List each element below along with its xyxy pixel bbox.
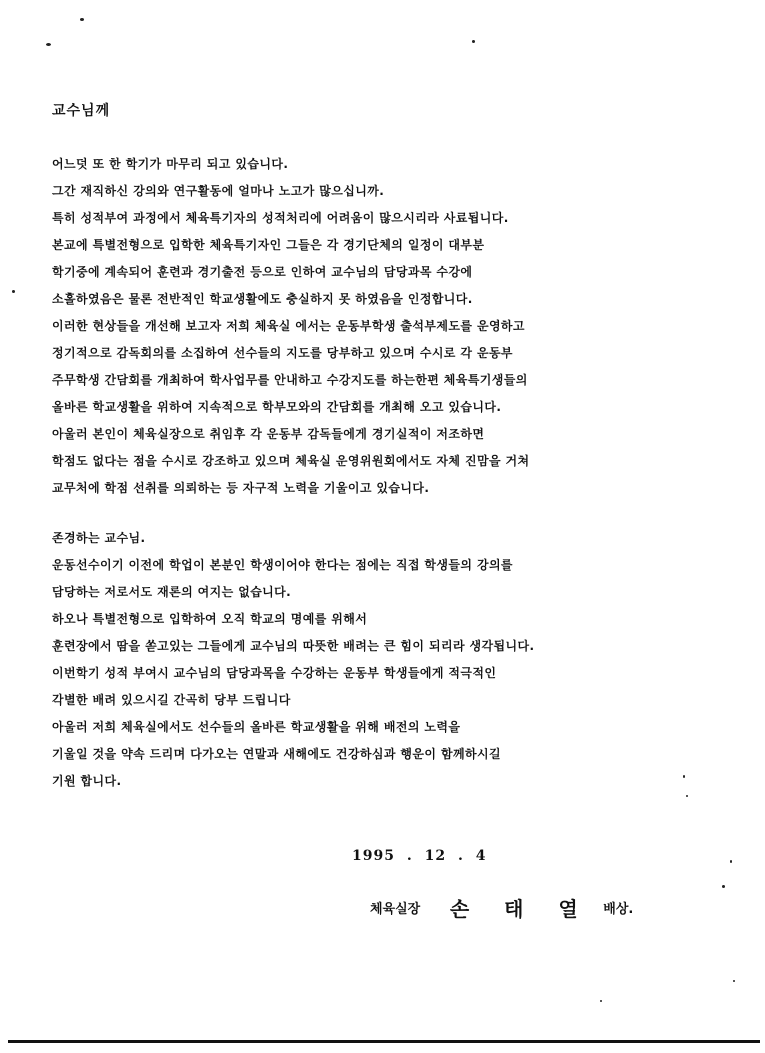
scan-speck [80,18,84,21]
body-line: 올바른 학교생활을 위하여 지속적으로 학부모와의 간담회를 개최해 오고 있습니다. [52,400,502,414]
body-line: 기울일 것을 약속 드리며 다가오는 연말과 새해에도 건강하심과 행운이 함께하시길 [52,747,501,761]
signer-title: 체육실장 [370,902,421,917]
page-bottom-rule [8,1040,760,1043]
scan-speck [730,860,732,863]
salutation: 교수님께 [52,103,111,119]
body-line: 학기중에 계속되어 훈련과 경기출전 등으로 인하여 교수님의 담당과목 수강에 [52,265,473,279]
body-line: 본교에 특별전형으로 입학한 체육특기자인 그들은 각 경기단체의 일정이 대부분 [52,238,485,252]
body-line: 하오나 특별전형으로 입학하여 오직 학교의 명예를 위해서 [52,612,368,626]
scan-speck [600,1000,602,1002]
body-line: 학점도 없다는 점을 수시로 강조하고 있으며 체육실 운영위원회에서도 자체 진맘을 거쳐 [52,454,530,468]
body-line: 존경하는 교수님. [52,531,146,545]
scan-speck [733,980,735,982]
body-line: 이번학기 성적 부여시 교수님의 담당과목을 수강하는 운동부 학생들에게 적극적인 [52,666,497,680]
body-line: 정기적으로 감독회의를 소집하여 선수들의 지도를 당부하고 있으며 수시로 각 운동부 [52,346,513,360]
body-line: 아울러 저희 체육실에서도 선수들의 올바른 학교생활을 위해 배전의 노력을 [52,720,461,734]
scan-speck [472,40,475,43]
scan-speck [686,795,688,797]
body-line: 운동선수이기 이전에 학업이 본분인 학생이어야 한다는 점에는 직접 학생들의 강의를 [52,558,513,572]
body-line: 훈련장에서 땀을 쏟고있는 그들에게 교수님의 따뜻한 배려는 큰 힘이 되리라 생각됩니다. [52,639,535,653]
letter-date: 1995 . 12 . 4 [352,848,487,864]
scan-speck [46,43,51,46]
signature-closing: 배상. [603,902,634,917]
scan-speck [12,290,15,293]
body-line: 담당하는 저로서도 재론의 여지는 없습니다. [52,585,292,599]
body-line: 아울러 본인이 체육실장으로 취임후 각 운동부 감독들에게 경기실적이 저조하면 [52,427,485,441]
scan-speck [722,885,725,888]
scan-speck [683,775,685,778]
body-line: 소홀하였음은 물론 전반적인 학교생활에도 충실하지 못 하였음을 인정합니다. [52,292,473,306]
body-line: 주무학생 간담회를 개최하여 학사업무를 안내하고 수강지도를 하는한편 체육특기생들의 [52,373,528,387]
signer-name: 손 태 열 [449,897,592,921]
body-line: 어느덧 또 한 학기가 마무리 되고 있습니다. [52,157,289,171]
body-line: 기원 합니다. [52,774,122,788]
body-line: 특히 성적부여 과정에서 체육특기자의 성적처리에 어려움이 많으시리라 사료됩니다. [52,211,509,225]
body-line: 교무처에 학점 선취를 의뢰하는 등 자구적 노력을 기울이고 있습니다. [52,481,430,495]
body-line: 각별한 배려 있으시길 간곡히 당부 드립니다 [52,693,291,707]
body-line: 그간 재직하신 강의와 연구활동에 얼마나 노고가 많으십니까. [52,184,385,198]
signature-block [370,893,633,922]
body-paragraph-1 [52,151,530,502]
body-line: 이러한 현상들을 개선해 보고자 저희 체육실 에서는 운동부학생 출석부제도를 운영하고 [52,319,525,333]
body-paragraph-2 [52,525,534,795]
